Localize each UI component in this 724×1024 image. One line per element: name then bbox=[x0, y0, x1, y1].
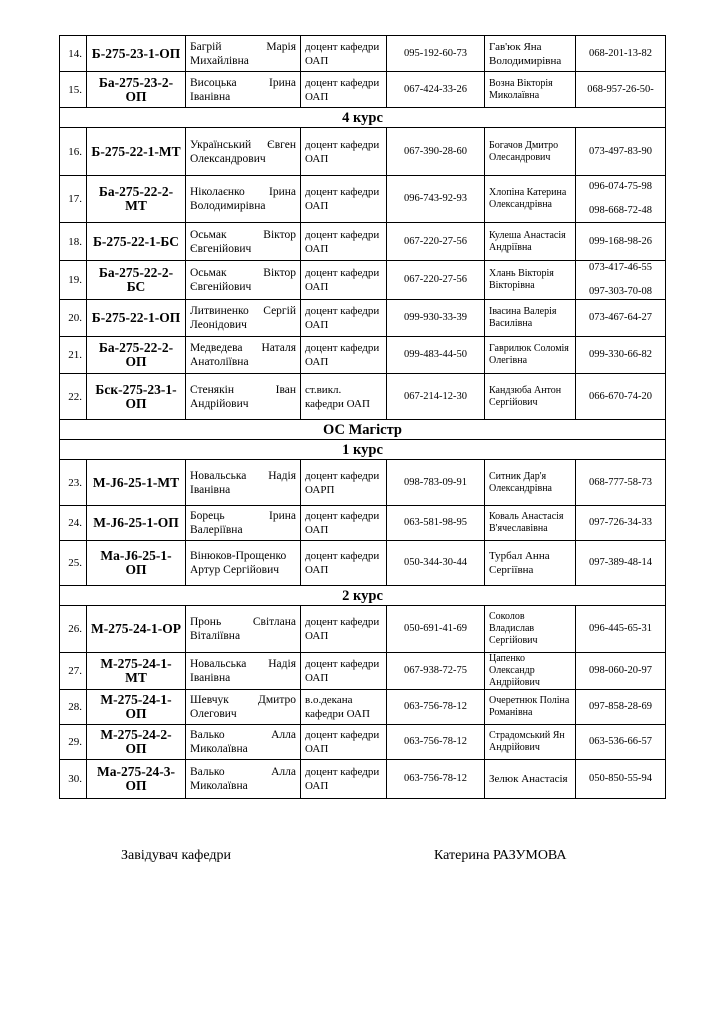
section-title: 2 курс bbox=[60, 586, 666, 606]
student-name: Коваль Анастасія В'ячеславівна bbox=[485, 506, 576, 541]
supervisor-name: Осьмак Віктор Євгенійович bbox=[186, 223, 301, 261]
table-row bbox=[60, 374, 666, 420]
supervisor-position: доцент кафедри ОАП bbox=[301, 36, 387, 72]
supervisor-phone: 067-424-33-26 bbox=[387, 72, 485, 108]
supervisor-name: Борець Ірина Валеріївна bbox=[186, 506, 301, 541]
section-header bbox=[60, 420, 666, 440]
supervisor-name: Валько Алла Миколаївна bbox=[186, 760, 301, 799]
supervisor-phone: 063-756-78-12 bbox=[387, 760, 485, 799]
group-code: М-J6-25-1-ОП bbox=[87, 506, 186, 541]
table-row bbox=[60, 725, 666, 760]
student-name: Кандзюба Антон Сергійович bbox=[485, 374, 576, 420]
student-phone: 073-497-83-90 bbox=[576, 128, 666, 176]
supervisor-phone: 099-483-44-50 bbox=[387, 337, 485, 374]
supervisor-name: Медведева Наталя Анатоліївна bbox=[186, 337, 301, 374]
student-name: Ситник Дар'я Олександрівна bbox=[485, 460, 576, 506]
supervisor-position: доцент кафедри ОАП bbox=[301, 506, 387, 541]
supervisor-name: Український Євген Олександрович bbox=[186, 128, 301, 176]
supervisor-phone: 063-581-98-95 bbox=[387, 506, 485, 541]
row-number: 18. bbox=[60, 223, 87, 261]
student-phone: 068-777-58-73 bbox=[576, 460, 666, 506]
supervisor-phone: 067-220-27-56 bbox=[387, 261, 485, 300]
supervisor-name: Шевчук Дмитро Олегович bbox=[186, 690, 301, 725]
student-phone: 063-536-66-57 bbox=[576, 725, 666, 760]
supervisor-position: ст.викл. кафедри ОАП bbox=[301, 374, 387, 420]
table-row bbox=[60, 653, 666, 690]
student-name: Цапенко Олександр Андрійович bbox=[485, 653, 576, 690]
supervisor-name: Новальська Надія Іванівна bbox=[186, 460, 301, 506]
student-name: Зелюк Анастасія bbox=[485, 760, 576, 799]
row-number: 25. bbox=[60, 541, 87, 586]
student-phone-primary: 073-417-46-55 bbox=[589, 262, 652, 273]
supervisor-position: доцент кафедри ОАП bbox=[301, 72, 387, 108]
student-phone: 098-060-20-97 bbox=[576, 653, 666, 690]
supervisor-name: Ніколаєнко Ірина Володимирівна bbox=[186, 176, 301, 223]
supervisor-phone: 095-192-60-73 bbox=[387, 36, 485, 72]
supervisor-name: Пронь Світлана Віталіївна bbox=[186, 606, 301, 653]
student-phone: 096-445-65-31 bbox=[576, 606, 666, 653]
supervisor-name: Осьмак Віктор Євгенійович bbox=[186, 261, 301, 300]
student-phone: 073-467-64-27 bbox=[576, 300, 666, 337]
supervisor-position: доцент кафедри ОАП bbox=[301, 300, 387, 337]
group-code: Бск-275-23-1-ОП bbox=[87, 374, 186, 420]
student-phone: 099-330-66-82 bbox=[576, 337, 666, 374]
student-phone: 068-957-26-50- bbox=[576, 72, 666, 108]
supervisor-phone: 063-756-78-12 bbox=[387, 690, 485, 725]
signature-name: Катерина РАЗУМОВА bbox=[434, 848, 567, 863]
supervisor-position: доцент кафедри ОАП bbox=[301, 337, 387, 374]
supervisor-position: доцент кафедри ОАП bbox=[301, 261, 387, 300]
group-code: Б-275-22-1-ОП bbox=[87, 300, 186, 337]
section-header bbox=[60, 440, 666, 460]
roster-table bbox=[59, 35, 666, 799]
row-number: 24. bbox=[60, 506, 87, 541]
student-phone-secondary: 098-668-72-48 bbox=[589, 205, 652, 216]
supervisor-name: Багрій Марія Михайлівна bbox=[186, 36, 301, 72]
supervisor-phone: 050-344-30-44 bbox=[387, 541, 485, 586]
row-number: 28. bbox=[60, 690, 87, 725]
section-title: 4 курс bbox=[60, 108, 666, 128]
supervisor-position: в.о.декана кафедри ОАП bbox=[301, 690, 387, 725]
supervisor-name: Вінюков-Прощенко Артур Сергійович bbox=[186, 541, 301, 586]
group-code: Ма-J6-25-1-ОП bbox=[87, 541, 186, 586]
section-title: 1 курс bbox=[60, 440, 666, 460]
student-name: Турбал Анна Сергіївна bbox=[485, 541, 576, 586]
group-code: Ба-275-22-2-ОП bbox=[87, 337, 186, 374]
row-number: 20. bbox=[60, 300, 87, 337]
student-name: Івасина Валерія Василівна bbox=[485, 300, 576, 337]
supervisor-phone: 063-756-78-12 bbox=[387, 725, 485, 760]
student-name: Гаврилюк Соломія Олегівна bbox=[485, 337, 576, 374]
supervisor-position: доцент кафедри ОАП bbox=[301, 223, 387, 261]
supervisor-phone: 050-691-41-69 bbox=[387, 606, 485, 653]
table-row bbox=[60, 606, 666, 653]
row-number: 27. bbox=[60, 653, 87, 690]
student-name: Хлопіна Катерина Олександрівна bbox=[485, 176, 576, 223]
student-name: Соколов Владислав Сергійович bbox=[485, 606, 576, 653]
student-name: Возна Вікторія Миколаївна bbox=[485, 72, 576, 108]
group-code: Б-275-23-1-ОП bbox=[87, 36, 186, 72]
student-name: Гав'юк Яна Володимирівна bbox=[485, 36, 576, 72]
group-code: Б-275-22-1-МТ bbox=[87, 128, 186, 176]
supervisor-phone: 099-930-33-39 bbox=[387, 300, 485, 337]
student-name: Страдомський Ян Андрійович bbox=[485, 725, 576, 760]
supervisor-position: доцент кафедри ОАП bbox=[301, 725, 387, 760]
student-phone: 068-201-13-82 bbox=[576, 36, 666, 72]
student-phone: 050-850-55-94 bbox=[576, 760, 666, 799]
supervisor-position: доцент кафедри ОАП bbox=[301, 653, 387, 690]
group-code: Ба-275-22-2-БС bbox=[87, 261, 186, 300]
student-name: Очеретнюк Поліна Романівна bbox=[485, 690, 576, 725]
signature-role: Завідувач кафедри bbox=[121, 848, 231, 863]
student-phone: 097-858-28-69 bbox=[576, 690, 666, 725]
supervisor-position: доцент кафедри ОАП bbox=[301, 176, 387, 223]
row-number: 16. bbox=[60, 128, 87, 176]
table-row bbox=[60, 223, 666, 261]
row-number: 26. bbox=[60, 606, 87, 653]
group-code: М-275-24-1-МТ bbox=[87, 653, 186, 690]
rows-c bbox=[60, 460, 666, 586]
student-name: Кулеша Анастасія Андріївна bbox=[485, 223, 576, 261]
supervisor-phone: 098-783-09-91 bbox=[387, 460, 485, 506]
group-code: Ба-275-22-2-МТ bbox=[87, 176, 186, 223]
section-title: ОС Магістр bbox=[60, 420, 666, 440]
row-number: 30. bbox=[60, 760, 87, 799]
student-name: Богачов Дмитро Олесандрович bbox=[485, 128, 576, 176]
student-phone: 097-389-48-14 bbox=[576, 541, 666, 586]
row-number: 19. bbox=[60, 261, 87, 300]
group-code: Б-275-22-1-БС bbox=[87, 223, 186, 261]
table-row bbox=[60, 760, 666, 799]
row-number: 29. bbox=[60, 725, 87, 760]
supervisor-name: Валько Алла Миколаївна bbox=[186, 725, 301, 760]
supervisor-position: доцент кафедри ОАП bbox=[301, 541, 387, 586]
student-phone: 099-168-98-26 bbox=[576, 223, 666, 261]
student-phone-primary: 096-074-75-98 bbox=[589, 181, 652, 192]
student-phone bbox=[576, 261, 666, 300]
table-row bbox=[60, 337, 666, 374]
group-code: М-275-24-2-ОП bbox=[87, 725, 186, 760]
supervisor-phone: 067-220-27-56 bbox=[387, 223, 485, 261]
student-phone: 097-726-34-33 bbox=[576, 506, 666, 541]
row-number: 14. bbox=[60, 36, 87, 72]
group-code: Ма-275-24-3-ОП bbox=[87, 760, 186, 799]
supervisor-name: Висоцька Ірина Іванівна bbox=[186, 72, 301, 108]
row-number: 23. bbox=[60, 460, 87, 506]
row-number: 17. bbox=[60, 176, 87, 223]
supervisor-position: доцент кафедри ОАП bbox=[301, 760, 387, 799]
table-row bbox=[60, 128, 666, 176]
supervisor-phone: 096-743-92-93 bbox=[387, 176, 485, 223]
table-row bbox=[60, 300, 666, 337]
table-row bbox=[60, 176, 666, 223]
row-number: 21. bbox=[60, 337, 87, 374]
table-row bbox=[60, 690, 666, 725]
group-code: Ба-275-23-2-ОП bbox=[87, 72, 186, 108]
supervisor-name: Стенякін Іван Андрійович bbox=[186, 374, 301, 420]
table-row bbox=[60, 541, 666, 586]
supervisor-position: доцент кафедри ОАП bbox=[301, 606, 387, 653]
group-code: М-275-24-1-ОП bbox=[87, 690, 186, 725]
student-phone bbox=[576, 176, 666, 223]
table-row bbox=[60, 506, 666, 541]
section-header bbox=[60, 586, 666, 606]
student-name: Хлань Вікторія Вікторівна bbox=[485, 261, 576, 300]
table-row bbox=[60, 460, 666, 506]
row-number: 22. bbox=[60, 374, 87, 420]
rows-b bbox=[60, 128, 666, 420]
group-code: М-275-24-1-ОР bbox=[87, 606, 186, 653]
supervisor-phone: 067-938-72-75 bbox=[387, 653, 485, 690]
supervisor-name: Новальська Надія Іванівна bbox=[186, 653, 301, 690]
supervisor-name: Литвиненко Сергій Леонідович bbox=[186, 300, 301, 337]
section-header bbox=[60, 108, 666, 128]
table-row bbox=[60, 261, 666, 300]
table-row bbox=[60, 72, 666, 108]
student-phone-secondary: 097-303-70-08 bbox=[589, 286, 652, 297]
row-number: 15. bbox=[60, 72, 87, 108]
table-row bbox=[60, 36, 666, 72]
rows-a bbox=[60, 36, 666, 108]
supervisor-phone: 067-390-28-60 bbox=[387, 128, 485, 176]
supervisor-phone: 067-214-12-30 bbox=[387, 374, 485, 420]
group-code: М-J6-25-1-МТ bbox=[87, 460, 186, 506]
supervisor-position: доцент кафедри ОАП bbox=[301, 128, 387, 176]
rows-d bbox=[60, 606, 666, 799]
supervisor-position: доцент кафедри ОАРП bbox=[301, 460, 387, 506]
student-phone: 066-670-74-20 bbox=[576, 374, 666, 420]
